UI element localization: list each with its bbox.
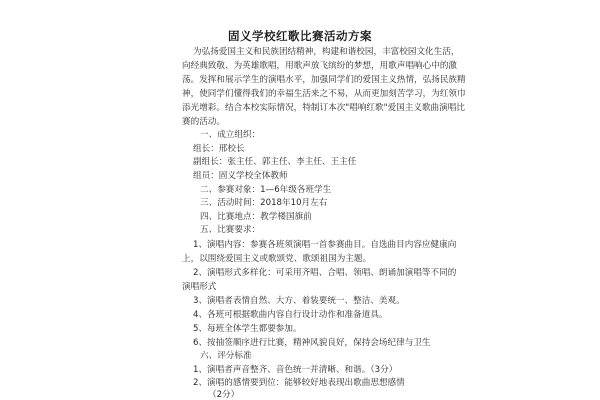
paragraph-line: 1、演唱者声音整齐、音色统一并清晰、和谐。（3分）	[193, 365, 398, 375]
paragraph-line: 上，以围绕爱国主义或歌颂党、歌颂祖国为主题。	[182, 254, 372, 264]
paragraph-line: 2、演唱的感情要到位：能够较好地表现出歌曲思想感情	[193, 378, 405, 388]
paragraph-line: 添光增彩。结合本校实际情况，特制订本次"唱响红歌"爱国主义歌曲演唱比	[182, 103, 465, 113]
paragraph-line: 2、演唱形式多样化：可采用齐唱、合唱、领唱、朗诵加演唱等不同的	[193, 268, 457, 278]
paragraph-line: 4、各班可根据歌曲内容自行设计动作和准备道具。	[193, 310, 388, 320]
document-title: 固义学校红歌比赛活动方案	[228, 29, 372, 43]
section-heading: 二、参赛对象：1—6年级各班学生	[200, 185, 332, 195]
section-heading: 六、评分标准	[200, 351, 252, 361]
paragraph-line: 神，使同学们懂得我们的幸福生活来之不易，从而更加刻苦学习，为红领巾	[182, 89, 466, 99]
paragraph-line: （2分）	[208, 390, 240, 400]
paragraph-line: 向经典致敬、为英雄歌唱，用歌声放飞缤纷的梦想，用歌声唱响心中的激	[182, 61, 458, 71]
paragraph-line: 组长：邢校长	[193, 144, 245, 154]
paragraph-line: 组员：固义学校全体教师	[193, 171, 288, 181]
section-heading: 三、活动时间：2018年10月左右	[200, 198, 328, 208]
paragraph-line: 6、按抽签顺序进行比赛，精神风貌良好，保持会场纪律与卫生	[193, 338, 431, 348]
paragraph-line: 3、演唱者表情自然、大方、着装要统一、整洁、美观。	[193, 296, 405, 306]
section-heading: 五、比赛要求：	[200, 225, 261, 235]
section-heading: 一、成立组织：	[200, 130, 261, 140]
section-heading: 四、比赛地点：教学楼国旗前	[200, 212, 312, 222]
paragraph-line: 5、每班全体学生都要参加。	[193, 324, 302, 334]
paragraph-line: 演唱形式	[182, 282, 217, 292]
paragraph-line: 副组长：张主任、郭主任、李主任、王主任	[193, 157, 357, 167]
paragraph-line: 赛的活动。	[182, 117, 225, 127]
paragraph-line: 荡。发挥和展示学生的演唱水平，加强同学们的爱国主义热情，弘扬民族精	[182, 75, 466, 85]
paragraph-line: 1、演唱内容：参赛各班须演唱一首参赛曲目。自选曲目内容应健康向	[193, 240, 457, 250]
paragraph-line: 为弘扬爱国主义和民族团结精神，构建和谐校园，丰富校园文化生活，	[193, 47, 460, 57]
